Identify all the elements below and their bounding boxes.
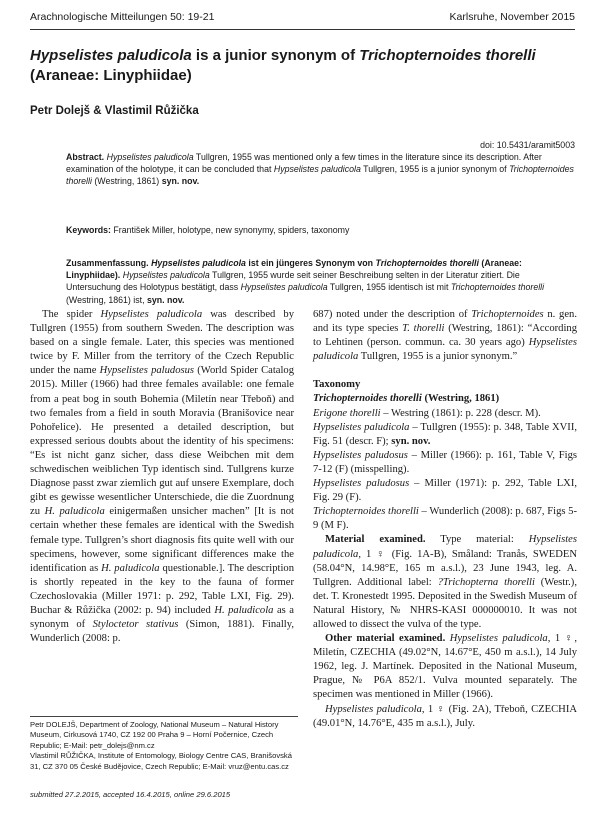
intro-text-5: questionable.]. The description is shortly repeated in the key to the fauna of former Czechoslovakia (Miller 1971: p. 292, Table LXI, Fig. 29). Buchar & Růžička (2002: p. 94) included bbox=[30, 562, 294, 616]
zus-label: Zusammenfassung. bbox=[66, 258, 149, 268]
zus-title-species-1: Hypselistes paludicola bbox=[151, 258, 246, 268]
zus-syn-nov: syn. nov. bbox=[147, 294, 185, 305]
synonym-ref: – Wunderlich (2008): p. 687, Figs 5-9 (M F). bbox=[313, 506, 578, 532]
continued-paragraph bbox=[313, 308, 577, 364]
keywords-text: František Miller, holotype, new synonymy, spiders, taxonomy bbox=[110, 225, 350, 235]
abstract-species-2: Hypselistes paludicola bbox=[273, 164, 361, 175]
right-column bbox=[313, 308, 577, 731]
abstract-label: Abstract. bbox=[66, 152, 105, 162]
cont-text-2: n. gen. and its type species bbox=[313, 309, 577, 335]
cont-species-2: Hypselistes paludicola bbox=[313, 337, 577, 363]
doi: doi: 10.5431/aramit5003 bbox=[480, 140, 575, 150]
synonym-name: Hypselistes paludicola bbox=[313, 421, 410, 433]
abstract-species-1: Hypselistes paludicola bbox=[106, 152, 194, 162]
synonym-name: Trichopternoides thorelli bbox=[313, 506, 419, 518]
intro-species-2: Hypselistes paludosus bbox=[99, 365, 195, 377]
abstract-text-1: Tullgren, 1955 was mentioned only a few times in the literature since its description. After examination of the holotype, it can be concluded that bbox=[66, 152, 542, 175]
other-material bbox=[313, 632, 577, 702]
other-text-2: , 1 ♀, Miletín, CZECHIA (49.02°N, 14.67°E, 450 m a.s.l.), 14 July 1962, leg. J. Martínek. Deposited in the National Museum, Prague, № P6A 852/1. Vulva mounted separately. The specimen was mentioned in Miller (1966). bbox=[313, 633, 578, 701]
cont-text-1: 687) noted under the description of bbox=[313, 309, 472, 320]
intro-paragraph bbox=[30, 308, 294, 646]
synonym-entry bbox=[313, 421, 577, 449]
intro-text-4: einigermaßen unsicher machen” [It is not certain whether these females are identical with the Swedish female type. Tullgren’s short diagnosis fits quite well with our specimens, however, some significant differences make the identification as bbox=[30, 506, 294, 574]
cont-text-4: Tullgren, 1955 is a junior synonym.” bbox=[358, 351, 518, 363]
header-rule bbox=[30, 29, 575, 30]
left-column bbox=[30, 308, 294, 646]
submission-dates: submitted 27.2.2015, accepted 16.4.2015, online 29.6.2015 bbox=[30, 790, 231, 799]
zus-title-species-2: Trichopternoides thorelli bbox=[375, 258, 479, 268]
intro-text-6: as a synonym of bbox=[30, 604, 294, 631]
zus-title-end: (Araneae: Linyphiidae). bbox=[66, 258, 522, 281]
address-ruzicka: Vlastimil RŮŽIČKA, Institute of Entomology, Biology Centre CAS, Branišovská 31, CZ 370 05 České Budějovice, Czech Republic; E-Mail: vruz@entu.cas.cz bbox=[30, 751, 292, 771]
synonym-syn-nov: syn. nov. bbox=[391, 435, 431, 447]
zusammenfassung bbox=[66, 257, 575, 306]
running-header bbox=[30, 8, 575, 26]
material-examined bbox=[313, 533, 577, 632]
intro-species-3: H. paludicola bbox=[44, 506, 105, 518]
keywords bbox=[66, 224, 575, 236]
specimen-species: Hypselistes paludicola bbox=[325, 703, 422, 715]
intro-text-1: The spider bbox=[42, 309, 101, 320]
taxonomy-heading: Taxonomy bbox=[313, 379, 361, 391]
material-label: Material examined. bbox=[325, 534, 426, 546]
synonym-entry bbox=[313, 505, 577, 533]
synonym-entry bbox=[313, 477, 577, 505]
intro-species-6: Styloctetor stativus bbox=[92, 619, 179, 631]
title-genus-1: Hypselistes paludicola bbox=[30, 47, 192, 64]
zus-text-1: Tullgren, 1955 wurde seit seiner Beschreibung selten in der Literatur zitiert. Die Untersuchung des Holotypus bestätigt, dass bbox=[66, 270, 520, 293]
cont-text-3: (Westring, 1861): “According to Lehtinen (person. commun. ca. 30 years ago) bbox=[313, 323, 577, 349]
specimen-text: , 1 ♀ (Fig. 2A), Třeboň, CZECHIA (49.01°N, 14.76°E, 435 m a.s.l.), July. bbox=[313, 703, 577, 729]
material-label-species: ?Trichopterna thorelli bbox=[437, 576, 535, 588]
article-title bbox=[30, 46, 590, 86]
abstract-text-3: (Westring, 1861) bbox=[91, 176, 162, 187]
author-addresses bbox=[30, 720, 298, 772]
abstract-syn-nov: syn. nov. bbox=[161, 176, 200, 187]
zus-title-text: ist ein jüngeres Synonym von bbox=[245, 258, 376, 268]
footnote-rule bbox=[30, 716, 298, 717]
other-material-label: Other material examined. bbox=[325, 633, 446, 645]
cont-genus: Trichopternoides bbox=[471, 309, 544, 320]
synonym-entry bbox=[313, 449, 577, 477]
synonym-name: Erigone thorelli bbox=[313, 407, 381, 419]
zus-text-2: Tullgren, 1955 identisch ist mit bbox=[327, 282, 451, 293]
synonym-ref: – Tullgren (1955): p. 348, Table XVII, Fig. 51 (descr. F); bbox=[313, 421, 577, 447]
material-text-3: (Westr.), det. T. Kronestedt 1995. Deposited in the Swedish Museum of Natural History, № NHRS-KASI 000000010. It was not allowed to dissect the vulva of the type. bbox=[313, 576, 577, 630]
intro-species-4: H. paludicola bbox=[101, 562, 160, 574]
species-heading-author: (Westring, 1861) bbox=[421, 393, 500, 405]
cont-species: T. thorelli bbox=[402, 323, 445, 335]
abstract bbox=[66, 151, 575, 188]
abstract-text-2: Tullgren, 1955 is a junior synonym of bbox=[360, 164, 510, 175]
place-date: Karlsruhe, November 2015 bbox=[449, 11, 575, 23]
title-genus-2: Trichopternoides thorelli bbox=[359, 47, 536, 64]
material-text-1: Type material: bbox=[425, 534, 529, 546]
zus-text-3: (Westring, 1861) ist, bbox=[66, 294, 147, 305]
synonym-ref: – Westring (1861): p. 228 (descr. M). bbox=[380, 407, 541, 419]
zus-species-2: Hypselistes paludicola bbox=[240, 282, 328, 293]
address-dolejs: Petr DOLEJŠ, Department of Zoology, National Museum – Natural History Museum, Cirkusová 1740, CZ 192 00 Praha 9 – Horní Počernice, Czech Republic; E-Mail: petr_dolejs@nm.cz bbox=[30, 720, 279, 750]
species-heading bbox=[313, 392, 577, 406]
intro-species-1: Hypselistes paludicola bbox=[100, 309, 203, 320]
zus-species-3: Trichopternoides thorelli bbox=[450, 282, 545, 293]
species-heading-name: Trichopternoides thorelli bbox=[313, 393, 422, 405]
other-species: Hypselistes paludicola bbox=[449, 633, 548, 645]
zus-species-1: Hypselistes paludicola bbox=[122, 270, 210, 281]
synonym-name: Hypselistes paludosus bbox=[313, 478, 410, 490]
intro-text-2: was described by Tullgren (1955) from southern Sweden. The description was based on a single female. Later, this species was mentioned twice by F. Miller from the territory of the Czech Republic under the name bbox=[30, 309, 294, 377]
synonym-entry bbox=[313, 407, 577, 421]
intro-text-7: (Simon, 1881). Finally, Wunderlich (2008: p. bbox=[30, 619, 294, 645]
synonym-name: Hypselistes paludosus bbox=[313, 449, 408, 461]
material-text-2: , 1 ♀ (Fig. 1A-B), Småland: Tranås, SWEDEN (58.04°N, 14.98°E, 165 m a.s.l.), 23 June 1943, leg. A. Tullgren. Additional label: bbox=[313, 548, 577, 588]
synonym-ref: – Miller (1971): p. 292, Table LXI, Fig. 29 (F). bbox=[313, 478, 577, 504]
synonym-ref: – Miller (1966): p. 161, Table V, Figs 7-12 (F) (misspelling). bbox=[313, 449, 577, 475]
material-species: Hypselistes paludicola bbox=[313, 534, 577, 560]
title-line-2: (Araneae: Linyphiidae) bbox=[30, 67, 192, 84]
title-middle: is a junior synonym of bbox=[191, 47, 360, 64]
keywords-label: Keywords: bbox=[66, 225, 111, 235]
intro-text-3: (World Spider Catalog 2015). Miller (1966) had three females available: one female from a peat bog in south Bohemia (Miletín near Třeboň) and two females from a field in south Moravia (Branišovice near Pohořelice). He presented a detailed description, but expressed serious doubts about the identity of his specimens: “Es ist nicht ganz sicher, dass diese Weibchen mit dem schwedischen weiblichen Typ identisch sind. Tullgrens kurze Diagnose passt zwar ziemlich gut auf unsere Exemplare, doch gibt es gewisse wesentlicher Unterschiede, die die Zuordnung zu bbox=[30, 365, 295, 518]
abstract-species-3: Trichopternoides thorelli bbox=[66, 164, 574, 187]
intro-species-5: H. paludicola bbox=[214, 604, 274, 616]
journal-citation: Arachnologische Mitteilungen 50: 19-21 bbox=[30, 11, 215, 23]
authors: Petr Dolejš & Vlastimil Růžička bbox=[30, 105, 199, 117]
specimen-entry bbox=[313, 703, 577, 731]
